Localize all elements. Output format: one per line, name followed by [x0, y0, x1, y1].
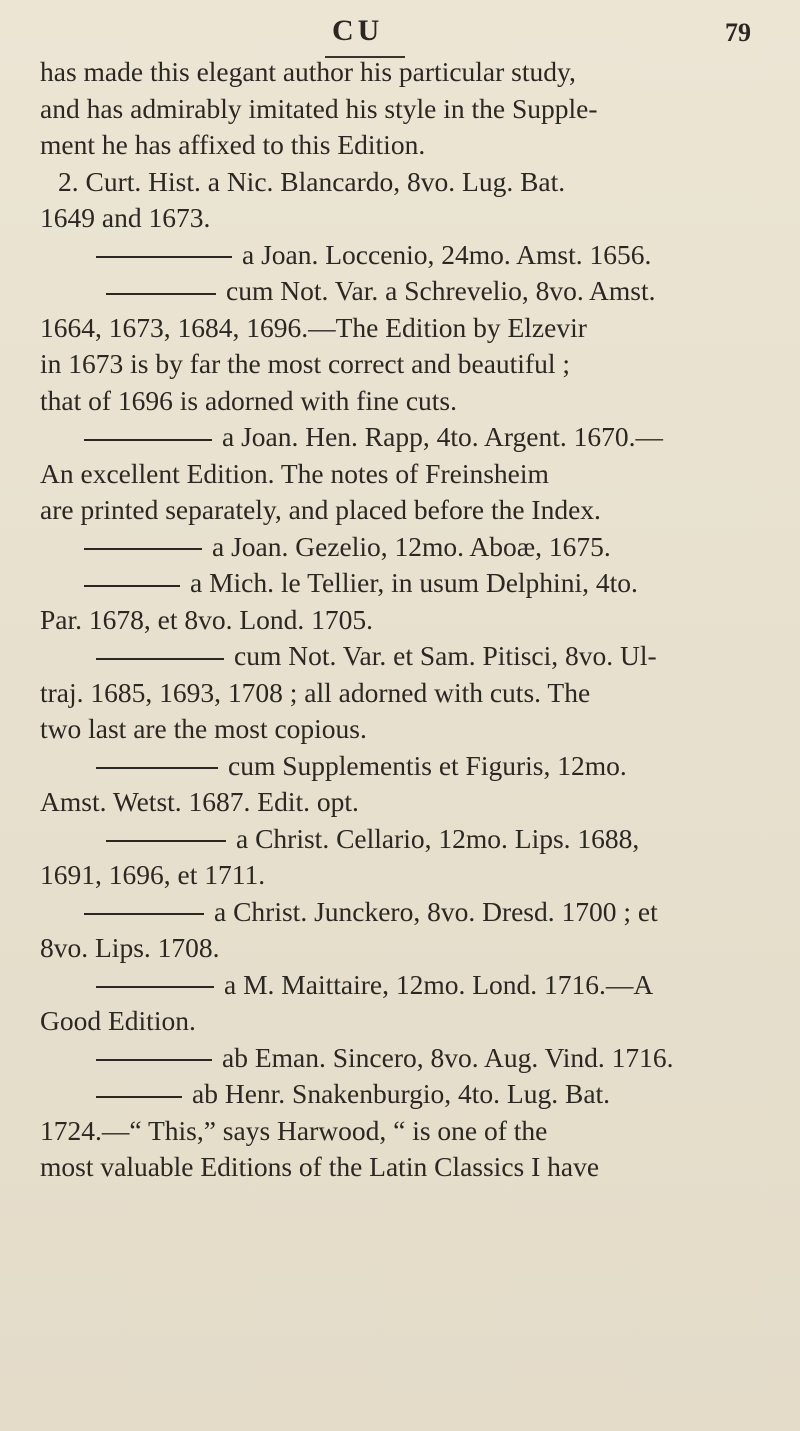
ditto-rule — [84, 913, 204, 915]
ditto-rule — [84, 439, 212, 441]
text-line: most valuable Editions of the Latin Classics I have — [40, 1151, 600, 1182]
text-line: that of 1696 is adorned with fine cuts. — [40, 384, 457, 416]
text-line: two last are the most copious. — [40, 713, 367, 744]
text-line: Amst. Wetst. 1687. Edit. opt. — [40, 786, 359, 817]
text-line: a Joan. Gezelio, 12mo. Aboæ, 1675. — [40, 529, 760, 566]
text-line: traj. 1685, 1693, 1708 ; all adorned with cuts. The — [40, 676, 591, 708]
body-text — [40, 54, 760, 1186]
text-line: a Christ. Junckero, 8vo. Dresd. 1700 ; et — [40, 894, 760, 931]
text-line: a Joan. Hen. Rapp, 4to. Argent. 1670.— — [40, 419, 760, 456]
text-line: 1691, 1696, et 1711. — [40, 859, 266, 890]
text-line: cum Supplementis et Figuris, 12mo. — [40, 748, 760, 785]
ditto-rule — [106, 293, 216, 295]
ditto-rule — [96, 986, 214, 988]
text-line: a Joan. Loccenio, 24mo. Amst. 1656. — [40, 237, 760, 274]
text-line: 2. Curt. Hist. a Nic. Blancardo, 8vo. Lug. Bat. — [58, 165, 566, 197]
ditto-rule — [96, 1096, 182, 1098]
text-line: a Mich. le Tellier, in usum Delphini, 4to. — [40, 565, 760, 602]
ditto-rule — [96, 256, 232, 258]
text-line: in 1673 is by far the most correct and beautiful ; — [40, 348, 570, 379]
text-line: cum Not. Var. et Sam. Pitisci, 8vo. Ul- — [40, 638, 760, 675]
ditto-rule — [96, 1059, 212, 1061]
ditto-rule — [84, 585, 180, 587]
ditto-rule — [106, 840, 226, 842]
text-line: Good Edition. — [40, 1005, 196, 1036]
text-line: cum Not. Var. a Schrevelio, 8vo. Amst. — [40, 273, 760, 310]
running-head: CU — [332, 14, 384, 47]
text-line: 8vo. Lips. 1708. — [40, 932, 220, 963]
text-line: ment he has affixed to this Edition. — [40, 129, 426, 160]
text-line: a Christ. Cellario, 12mo. Lips. 1688, — [40, 821, 760, 858]
text-line: Par. 1678, et 8vo. Lond. 1705. — [40, 603, 374, 635]
text-line: are printed separately, and placed before the Index. — [40, 494, 601, 525]
ditto-rule — [96, 767, 218, 769]
ditto-rule — [84, 548, 202, 550]
text-line: has made this elegant author his particular study, — [40, 56, 576, 87]
ditto-rule — [96, 658, 224, 660]
text-line: and has admirably imitated his style in the Supple- — [40, 92, 598, 124]
text-line: ab Henr. Snakenburgio, 4to. Lug. Bat. — [40, 1076, 760, 1113]
page-number: 79 — [725, 18, 751, 47]
page-header — [0, 14, 800, 54]
text-line: 1724.—“ This,” says Harwood, “ is one of the — [40, 1114, 548, 1146]
text-line: 1649 and 1673. — [40, 202, 211, 233]
text-line: An excellent Edition. The notes of Freinsheim — [40, 457, 549, 489]
text-line: a M. Maittaire, 12mo. Lond. 1716.—A — [40, 967, 760, 1004]
text-line: 1664, 1673, 1684, 1696.—The Edition by Elzevir — [40, 311, 587, 343]
text-line: ab Eman. Sincero, 8vo. Aug. Vind. 1716. — [40, 1040, 760, 1077]
